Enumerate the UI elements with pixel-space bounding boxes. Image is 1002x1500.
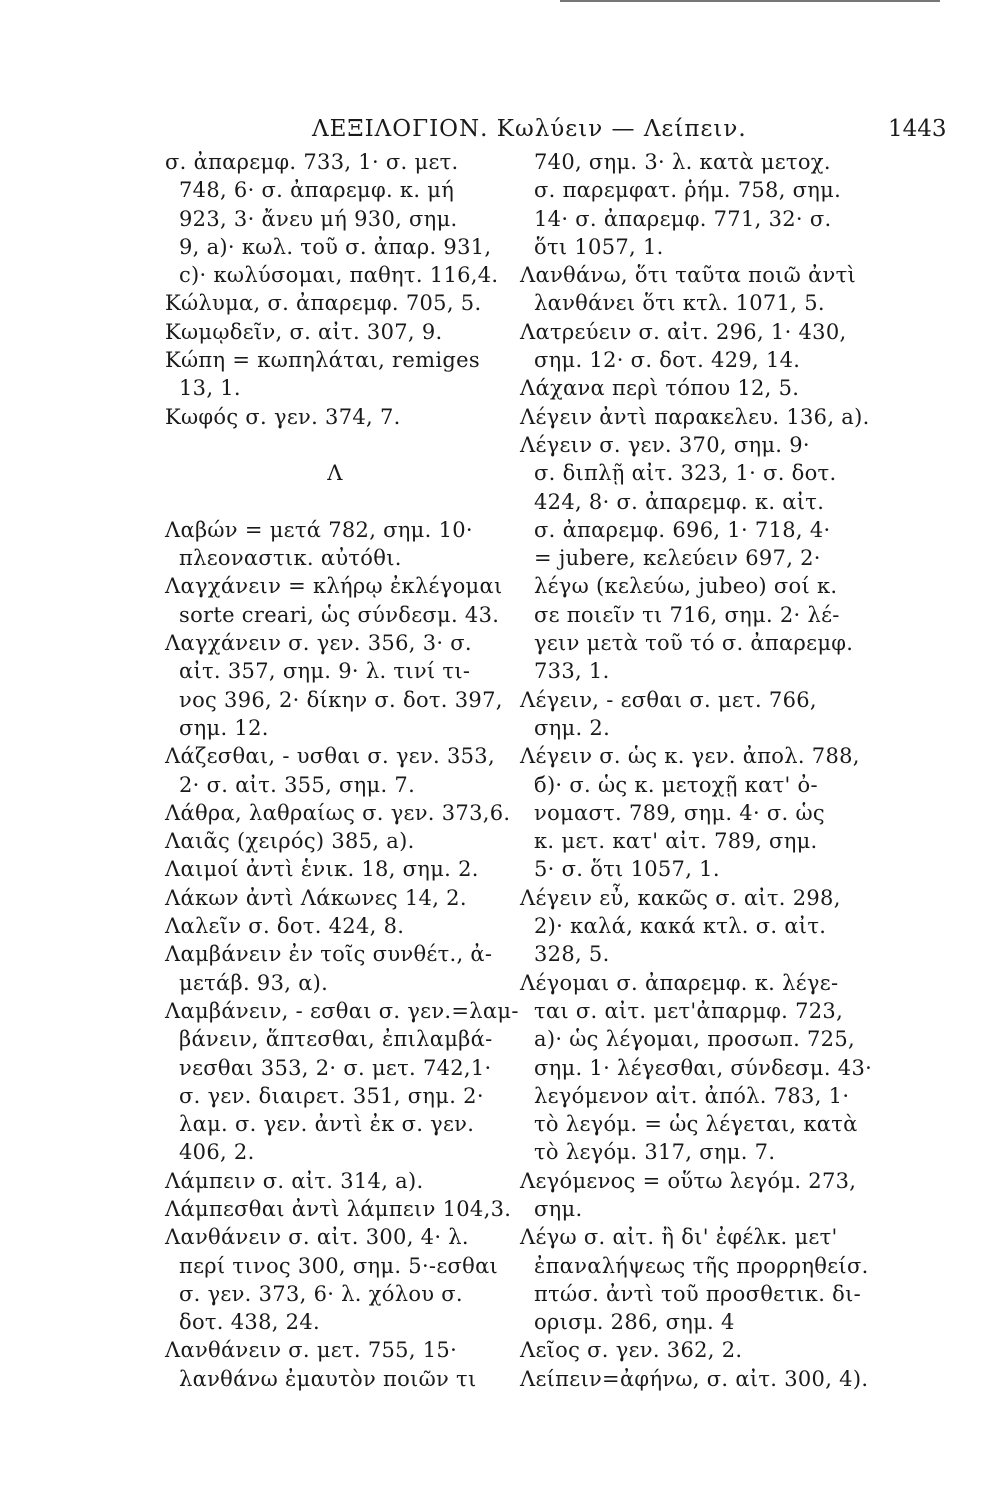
index-line: 923, 3· ἄνευ μή 930, σημ. <box>179 206 458 231</box>
index-line: σ. παρεμφατ. ῥήμ. 758, σημ. <box>534 178 842 203</box>
index-line: 2)· καλά, κακά κτλ. σ. αἰτ. <box>534 914 827 939</box>
index-line: Λανθάνειν σ. μετ. 755, 15· <box>165 1338 458 1363</box>
index-line: б)· σ. ὡς κ. μετοχῇ κατ' ὀ- <box>534 772 818 797</box>
index-line: Κώλυμα, σ. ἀπαρεμφ. 705, 5. <box>165 291 482 316</box>
scan-top-rule <box>560 0 940 2</box>
index-line: τὸ λεγόμ. 317, σημ. 7. <box>534 1140 776 1165</box>
index-line: λαμ. σ. γεν. ἀντὶ ἐκ σ. γεν. <box>179 1112 475 1137</box>
index-line: Λανθάνειν σ. αἰτ. 300, 4· λ. <box>165 1225 469 1250</box>
index-line: σημ. <box>534 1196 583 1221</box>
index-line: γειν μετὰ τοῦ τό σ. ἀπαρεμφ. <box>534 631 854 656</box>
left-column <box>165 148 519 1393</box>
index-line: σ. ἀπαρεμφ. 733, 1· σ. μετ. <box>165 150 459 174</box>
index-line: Λεῖος σ. γεν. 362, 2. <box>520 1338 743 1363</box>
index-line: σ. γεν. 373, 6· λ. χόλου σ. <box>179 1281 463 1306</box>
index-line: λεγόμενον αἰτ. ἀπόλ. 783, 1· <box>534 1083 850 1108</box>
index-line: Λείπειν=ἀφήνω, σ. αἰτ. 300, 4). <box>520 1366 869 1391</box>
index-line: = jubere, κελεύειν 697, 2· <box>534 546 821 571</box>
index-line: Λαλεῖν σ. δοτ. 424, 8. <box>165 914 405 939</box>
index-line: σημ. 12· σ. δοτ. 429, 14. <box>534 348 801 373</box>
index-line: Λέγειν σ. γεν. 370, σημ. 9· <box>520 432 810 457</box>
running-header <box>0 108 1002 148</box>
index-line: Λάζεσθαι, - υσθαι σ. γεν. 353, <box>165 744 495 769</box>
index-line: λανθάνω ἐμαυτὸν ποιῶν τι <box>179 1366 477 1391</box>
index-line: 13, 1. <box>179 376 241 401</box>
index-line: σ. γεν. διαιρετ. 351, σημ. 2· <box>179 1083 484 1108</box>
index-line: Λέγειν ἀντὶ παρακελευ. 136, a). <box>520 404 870 429</box>
index-line: Λαβών = μετά 782, σημ. 10· <box>165 517 473 542</box>
index-line: νος 396, 2· δίκην σ. δοτ. 397, <box>179 687 503 712</box>
index-line: μετάβ. 93, α). <box>179 970 329 995</box>
index-line: 424, 8· σ. ἀπαρεμφ. κ. αἰτ. <box>534 489 825 514</box>
index-line: λέγω (κελεύω, jubeo) σοί κ. <box>534 574 838 599</box>
index-line: λανθάνει ὅτι κτλ. 1071, 5. <box>534 291 825 316</box>
index-line: Λέγειν, - εσθαι σ. μετ. 766, <box>520 687 817 712</box>
index-line: αἰτ. 357, σημ. 9· λ. τινί τι- <box>179 659 471 684</box>
index-line: 733, 1. <box>534 659 610 684</box>
index-line: 9, a)· κωλ. τοῦ σ. ἀπαρ. 931, <box>179 234 492 259</box>
index-line: Λαμβάνειν ἐν τοῖς συνθέτ., ἀ- <box>165 942 493 967</box>
index-line: Λαιᾶς (χειρός) 385, a). <box>165 829 415 854</box>
index-line: Λανθάνω, ὅτι ταῦτα ποιῶ ἀντὶ <box>520 263 857 288</box>
index-line: Λαγχάνειν = κλήρῳ ἐκλέγομαι <box>165 574 503 599</box>
index-line: 748, 6· σ. ἀπαρεμφ. κ. μή <box>179 178 455 203</box>
index-line: 328, 5. <box>534 942 610 967</box>
index-line: Λέγομαι σ. ἀπαρεμφ. κ. λέγε- <box>520 970 839 995</box>
index-line: ορισμ. 286, σημ. 4 <box>534 1310 735 1335</box>
index-line <box>165 488 505 516</box>
page-number: 1443 <box>888 116 947 142</box>
index-line: 2· σ. αἰτ. 355, σημ. 7. <box>179 772 416 797</box>
index-line: ὅτι 1057, 1. <box>534 234 664 259</box>
index-line: Κωμῳδεῖν, σ. αἰτ. 307, 9. <box>165 319 443 344</box>
index-line: νεσθαι 353, 2· σ. μετ. 742,1· <box>179 1055 492 1080</box>
index-line: σε ποιεῖν τι 716, σημ. 2· λέ- <box>534 602 840 627</box>
index-line <box>165 431 505 459</box>
index-line: Λέγειν σ. ὡς κ. γεν. ἀπολ. 788, <box>520 744 860 769</box>
index-line: πτώσ. ἀντὶ τοῦ προσθετικ. δι- <box>534 1281 862 1306</box>
index-line: περί τινος 300, σημ. 5·-εσθαι <box>179 1253 499 1278</box>
index-line: πλεοναστικ. αὐτόθι. <box>179 546 402 571</box>
index-line: sorte creari, ὡς σύνδεσμ. 43. <box>179 602 500 627</box>
index-line: Λέγω σ. αἰτ. ἢ δι' ἐφέλκ. μετ' <box>520 1225 838 1250</box>
index-line: Λαιμοί ἀντὶ ἑνικ. 18, σημ. 2. <box>165 857 479 882</box>
index-line: 5· σ. ὅτι 1057, 1. <box>534 857 720 882</box>
index-line: Κώπη = κωπηλάται, remiges <box>165 348 480 373</box>
section-letter: Λ <box>327 461 343 486</box>
index-line: Λατρεύειν σ. αἰτ. 296, 1· 430, <box>520 319 847 344</box>
index-line: Λέγειν εὖ, κακῶς σ. αἰτ. 298, <box>520 885 841 910</box>
index-line: Κωφός σ. γεν. 374, 7. <box>165 404 401 429</box>
index-line: τὸ λεγόμ. = ὡς λέγεται, κατὰ <box>534 1112 858 1137</box>
index-line: σημ. 12. <box>179 715 269 740</box>
right-column <box>520 148 873 1393</box>
index-line: σ. ἀπαρεμφ. 696, 1· 718, 4· <box>534 517 831 542</box>
index-line: a)· ὡς λέγομαι, προσωπ. 725, <box>534 1027 855 1052</box>
page-title: ΛΕΞΙΛΟΓΙΟΝ. Κωλύειν — Λείπειν. <box>312 116 747 142</box>
index-line: 14· σ. ἀπαρεμφ. 771, 32· σ. <box>534 206 832 231</box>
index-line: Λάχανα περὶ τόπου 12, 5. <box>520 376 800 401</box>
index-line: Λάμπεσθαι ἀντὶ λάμπειν 104,3. <box>165 1196 512 1221</box>
index-line: Λαμβάνειν, - εσθαι σ. γεν.=λαμ- <box>165 998 519 1023</box>
index-line: 740, σημ. 3· λ. κατὰ μετοχ. <box>534 150 831 174</box>
index-line: βάνειν, ἅπτεσθαι, ἐπιλαμβά- <box>179 1027 493 1052</box>
index-line: Λεγόμενος = οὕτω λεγόμ. 273, <box>520 1168 857 1193</box>
index-line: κ. μετ. κατ' αἰτ. 789, σημ. <box>534 829 818 854</box>
index-line: Λαγχάνειν σ. γεν. 356, 3· σ. <box>165 631 472 656</box>
index-line: Λάμπειν σ. αἰτ. 314, a). <box>165 1168 424 1193</box>
index-line: σημ. 1· λέγεσθαι, σύνδεσμ. 43· <box>534 1055 873 1080</box>
index-line: δοτ. 438, 24. <box>179 1310 320 1335</box>
index-line: ται σ. αἰτ. μετ'ἀπαρμφ. 723, <box>534 998 844 1023</box>
index-line: ἐπαναλήψεως τῆς προρρηθείσ. <box>534 1253 869 1278</box>
index-line: νομαστ. 789, σημ. 4· σ. ὡς <box>534 800 825 825</box>
index-line: σ. διπλῇ αἰτ. 323, 1· σ. δοτ. <box>534 461 837 486</box>
index-line: Λάκων ἀντὶ Λάκωνες 14, 2. <box>165 885 467 910</box>
index-line: c)· κωλύσομαι, παθητ. 116,4. <box>179 263 499 288</box>
index-line: 406, 2. <box>179 1140 255 1165</box>
index-line: Λάθρα, λαθραίως σ. γεν. 373,6. <box>165 800 511 825</box>
index-line: σημ. 2. <box>534 715 611 740</box>
